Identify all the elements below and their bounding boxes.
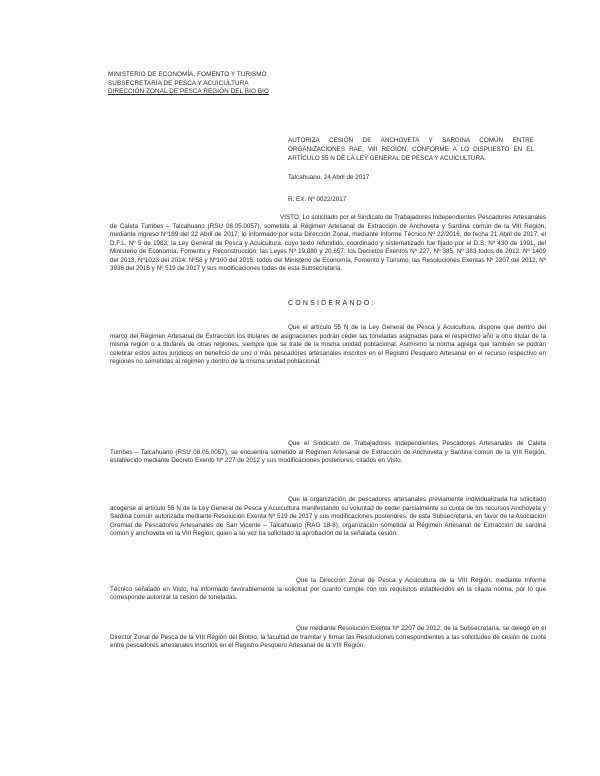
considerando-paragraph: Que el Sindicato de Trabajadores Independientes Pescadores Artesanales de Caleta Tumbes – Talcahuano (RSU 08.05.0057), se encuentra sometido al Régimen Artesanal de Extracción de Anchoveta y Sardina común de la VIII Región, establecido mediante Decreto Exento Nº 227 de 2012 y sus modificaciones posteriores, citados en Visto. [110,440,546,465]
letterhead [108,71,348,97]
document-date: Talcahuano, 24 Abril de 2017 [288,174,370,181]
subsecretariat-line: SUBSECRETARÍA DE PESCA Y ACUICULTURA [108,79,249,87]
zonal-direction-line: DIRECCIÓN ZONAL DE PESCA REGIÓN DEL BIO BIO [108,88,269,96]
resolution-title: AUTORIZA CESIÓN DE ANCHOVETA Y SARDINA COMÚN ENTRE ORGANIZACIONES RAE, VIII REGIÓN, CONFORME A LO DISPUESTO EN EL ARTÍCULO 55 N DE LA LEY GENERAL DE PESCA Y ACUICULTURA. [288,137,534,163]
considerando-paragraph: Que la Dirección Zonal de Pesca y Acuicultura de la VIII Región, mediante Informe Técnico señalado en Visto, ha informado favorablemente la solicitud por cuanto cumple con los requisitos establecidos en la citada norma, por lo que corresponde autorizar la cesión de toneladas. [110,577,546,602]
resolution-number: R. EX. Nº 0022/2017 [288,196,347,203]
considerando-paragraph: Que mediante Resolución Exenta Nº 2207 de 2012, de la Subsecretaría, se delegó en el Director Zonal de Pesca de la VIII Región del Biobío, la facultad de tramitar y firmar las Resoluciones correspondientes a las solicitudes de cesión de cuota entre pescadores artesanales inscritos en el Registro Pesquero Artesanal de la VIII Región. [110,625,546,650]
considerando-paragraph: Que la organización de pescadores artesanales previamente individualizada ha solicitado acogerse al artículo 55 N de la Ley General de Pesca y Acuicultura manifestando su voluntad de ceder parcialmente su cuota de los recursos Anchoveta y Sardina común autorizada mediante Resolución Exenta Nº 519 de 2017 y sus modificaciones posteriores, de esta Subsecretaría, en favor de la Asociación Gremial de Pescadores Artesanales de San Vicente – Talcahuano (RAG 18-8), organización sometida al Régimen Artesanal de Extracción de sardina común y anchoveta en la VIII Región; quien a su vez ha solicitado la aprobación de la señalada cesión. [110,496,546,538]
ministry-line: MINISTERIO DE ECONOMÍA, FOMENTO Y TURISMO [108,71,267,78]
considerando-paragraph: Que el artículo 55 N de la Ley General de Pesca y Acuicultura, dispone que dentro del marco del Régimen Artesanal de Extracción los titulares de asignaciones podrán ceder las toneladas asignadas para el respectivo año a otro titular de la misma región o a titulares de otras regiones, siempre que se trate de la misma unidad poblacional. Asimismo la norma agrega que también se podrán celebrar estos actos jurídicos en beneficio de uno o más pescadores artesanales inscritos en el Registro Pesquero Artesanal en el recurso respectivo en regiones no sometidas al régimen y dentro de la misma unidad poblacional. [110,324,546,366]
visto-paragraph: VISTO: Lo solicitado por el Sindicato de Trabajadores Independientes Pescadores Artesanales de Caleta Tumbes – Talcahuano (RSU 08.05.0057), sometida al Régimen Artesanal de Extracción de Anchoveta y Sardina común de la VIII Región, mediante ingreso Nº189 del 22 Abril de 2017; lo informado por esta Dirección Zonal, mediante Informe Técnico Nº 22/2016, de fecha 21 Abril de 2017; el D.F.L. Nº 5 de 1983; la Ley General de Pesca y Acuicultura, cuyo texto refundido, coordinado y sistematizado fue fijado por el D.S. Nº 430 de 1991, del Ministerio de Economía, Fomento y Reconstrucción; las Leyes Nº 19.880 y 20.657; los Decretos Exentos Nº 227, Nº 385, Nº 383 todos de 2012, Nº 1409 del 2013, Nº1023 del 2014; Nº58 y Nº100 del 2015, todos del Ministerio de Economía, Fomento y Turismo; las Resoluciones Exentas Nº 2207 del 2012, Nº 3936 del 2016 y Nº 519 de 2017 y sus modificaciones todas de esta Subsecretaría. [110,214,546,273]
considerando-heading: CONSIDERANDO: [288,300,376,307]
